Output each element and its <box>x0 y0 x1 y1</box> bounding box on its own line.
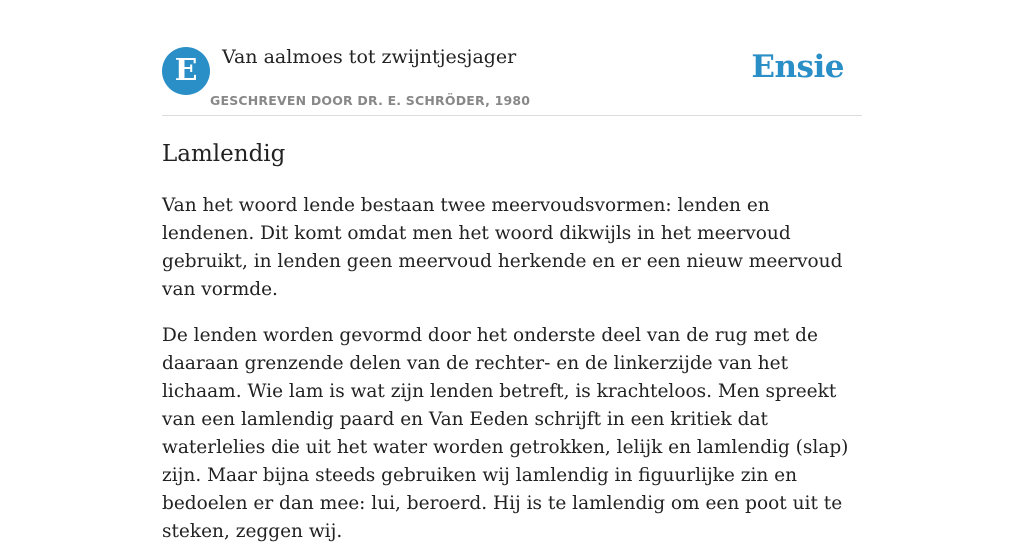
brand-logo[interactable]: Ensie <box>751 49 844 85</box>
entry-title: Lamlendig <box>162 141 286 167</box>
entry-content <box>162 138 862 546</box>
book-title[interactable]: Van aalmoes tot zwijntjesjager <box>222 46 517 68</box>
byline: GESCHREVEN DOOR DR. E. SCHRÖDER, 1980 <box>210 93 531 108</box>
entry-paragraph: De lenden worden gevormd door het onderste deel van de rug met de daaraan grenzende delen van de rechter- en de linkerzijde van het lichaam. Wie lam is wat zijn lenden betreft, is krachteloos. Men spreekt van een lamlendig paard en Van Eeden schrijft in een kritiek dat waterlelies die uit het water worden getrokken, lelijk en lamlendig (slap) zijn. Maar bijna steeds gebruiken wij lamlendig in figuurlijke zin en bedoelen er dan mee: lui, beroerd. Hij is te lamlendig om een poot uit te steken, zeggen wij. <box>162 325 849 542</box>
ensie-logo-icon[interactable]: E <box>162 47 210 95</box>
entry-paragraph: Van het woord lende bestaan twee meervoudsvormen: lenden en lendenen. Dit komt omdat men het woord dikwijls in het meervoud gebruikt, in lenden geen meervoud herkende en er een nieuw meervoud van vormde. <box>162 195 843 300</box>
header <box>162 44 862 116</box>
